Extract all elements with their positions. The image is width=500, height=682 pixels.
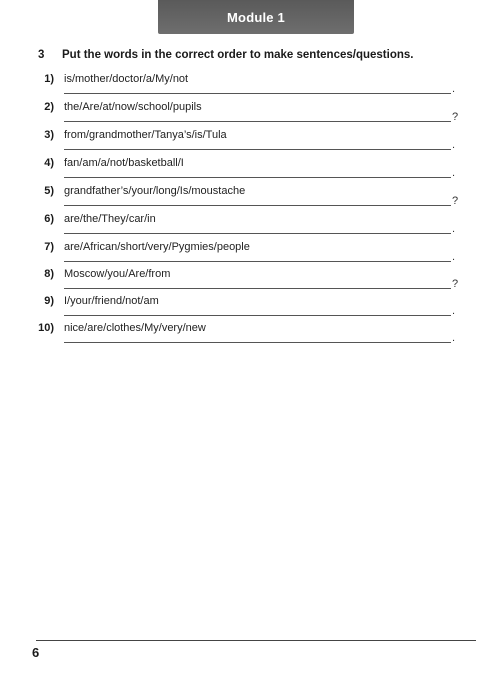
exercise-item-1: [0, 73, 500, 101]
item-number: 3): [44, 129, 54, 141]
item-number: 9): [44, 295, 54, 307]
answer-line[interactable]: [64, 93, 451, 94]
item-number: 1): [44, 73, 54, 85]
answer-line[interactable]: [64, 261, 451, 262]
footer-divider: [36, 640, 476, 641]
item-number: 10): [38, 322, 54, 334]
exercise-heading: [38, 49, 468, 61]
item-number: 2): [44, 101, 54, 113]
answer-line[interactable]: [64, 121, 451, 122]
exercise-number: 3: [38, 49, 45, 61]
exercise-item-9: [0, 295, 500, 323]
item-words: grandfather’s/your/long/Is/moustache: [64, 185, 246, 197]
item-end-punctuation: .: [452, 167, 456, 179]
item-words: nice/are/clothes/My/very/new: [64, 322, 206, 334]
item-number: 4): [44, 157, 54, 169]
item-words: from/grandmother/Tanya’s/is/Tula: [64, 129, 227, 141]
item-end-punctuation: ?: [452, 278, 459, 290]
answer-line[interactable]: [64, 342, 451, 343]
item-words: is/mother/doctor/a/My/not: [64, 73, 189, 85]
item-words: Moscow/you/Are/from: [64, 268, 171, 280]
answer-line[interactable]: [64, 205, 451, 206]
item-words: are/the/They/car/in: [64, 213, 156, 225]
item-number: 8): [44, 268, 54, 280]
item-end-punctuation: .: [452, 332, 456, 344]
answer-line[interactable]: [64, 177, 451, 178]
answer-line[interactable]: [64, 288, 451, 289]
exercise-item-6: [0, 213, 500, 241]
item-end-punctuation: ?: [452, 195, 459, 207]
exercise-item-2: [0, 101, 500, 129]
item-end-punctuation: .: [452, 223, 456, 235]
page-number: 6: [32, 645, 40, 660]
exercise-item-5: [0, 185, 500, 213]
item-words: the/Are/at/now/school/pupils: [64, 101, 202, 113]
item-words: I/your/friend/not/am: [64, 295, 159, 307]
item-end-punctuation: .: [452, 305, 456, 317]
item-end-punctuation: ?: [452, 111, 459, 123]
exercise-item-10: [0, 322, 500, 350]
item-number: 6): [44, 213, 54, 225]
item-words: are/African/short/very/Pygmies/people: [64, 241, 250, 253]
answer-line[interactable]: [64, 315, 451, 316]
answer-line[interactable]: [64, 149, 451, 150]
item-number: 5): [44, 185, 54, 197]
exercise-item-7: [0, 241, 500, 269]
item-words: fan/am/a/not/basketball/I: [64, 157, 184, 169]
item-number: 7): [44, 241, 54, 253]
exercise-item-8: [0, 268, 500, 296]
item-end-punctuation: .: [452, 139, 456, 151]
module-title: Module 1: [227, 9, 285, 25]
exercise-instruction: Put the words in the correct order to make sentences/questions.: [62, 49, 414, 61]
item-end-punctuation: .: [452, 251, 456, 263]
module-header: [158, 0, 354, 34]
item-end-punctuation: .: [452, 83, 456, 95]
exercise-item-3: [0, 129, 500, 157]
answer-line[interactable]: [64, 233, 451, 234]
exercise-item-4: [0, 157, 500, 185]
